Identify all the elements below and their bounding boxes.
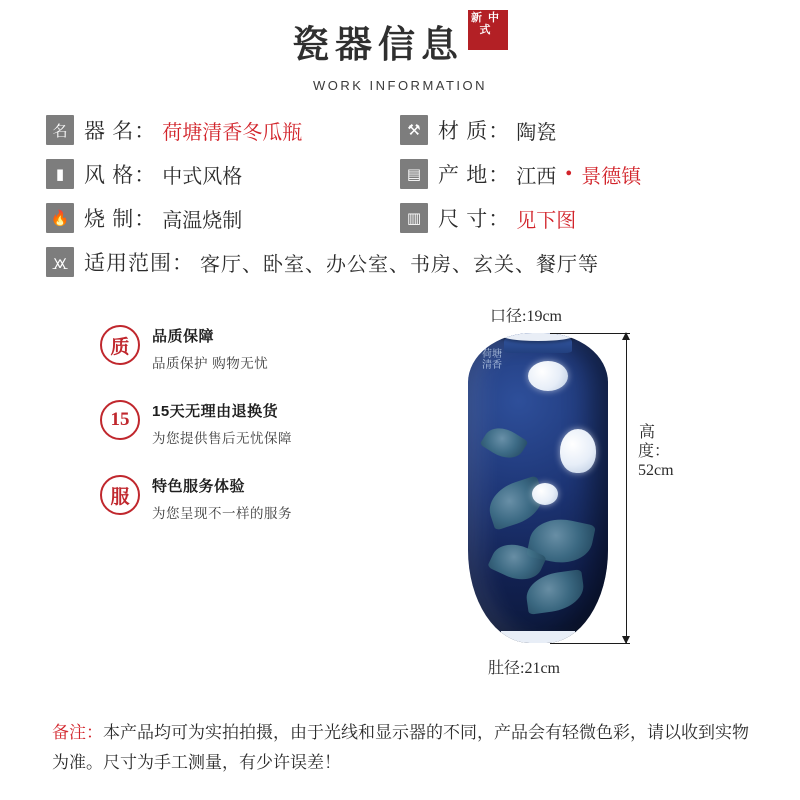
info-cell-firing	[46, 203, 400, 233]
service-desc: 为您提供售后无忧保障	[152, 431, 292, 446]
belly-diameter-label: 肚径:21cm	[488, 660, 560, 677]
info-cell-material	[400, 115, 754, 145]
service-list	[100, 325, 292, 550]
name-tag-icon: 名	[46, 115, 74, 145]
info-value-material: 陶瓷	[516, 121, 557, 144]
info-value-origin-province: 江西	[516, 165, 557, 188]
page-title-text: 瓷器信息	[292, 25, 464, 66]
page-subtitle: WORK INFORMATION	[312, 78, 488, 93]
list-item	[100, 400, 292, 447]
info-label-size: 尺 寸：	[438, 207, 511, 231]
list-item	[100, 325, 292, 372]
service-title: 特色服务体验	[152, 478, 246, 495]
info-label-style: 风 格：	[84, 163, 157, 187]
footnote-text: 本产品均可为实拍拍摄，由于光线和显示器的不同，产品会有轻微色彩，请以收到实物为准。尺寸为手工测量，有少许误差！	[52, 723, 749, 772]
info-value-name: 荷塘清香冬瓜瓶	[162, 121, 303, 144]
page-title	[292, 14, 508, 68]
info-cell-name	[46, 115, 400, 145]
return-days-stamp-icon: 15	[100, 400, 140, 440]
service-stamp-icon: 服	[100, 475, 140, 515]
measure-tick-top	[550, 333, 630, 334]
brand-seal-icon	[468, 10, 508, 50]
info-label-origin: 产 地：	[438, 163, 511, 187]
info-cell-origin	[400, 159, 754, 189]
mouth-diameter-label: 口径:19cm	[490, 308, 562, 325]
product-showcase	[0, 303, 800, 703]
ruler-icon: ▥	[400, 203, 428, 233]
material-tools-icon: ⚒	[400, 115, 428, 145]
info-cell-scope	[46, 247, 754, 277]
info-label-firing: 烧 制：	[84, 207, 157, 231]
quality-stamp-icon: 质	[100, 325, 140, 365]
service-title: 品质保障	[152, 328, 215, 345]
info-row	[46, 115, 754, 145]
info-cell-size	[400, 203, 754, 233]
list-item	[100, 475, 292, 522]
footnote-label: 备注：	[52, 723, 103, 742]
vase-image	[468, 333, 608, 643]
info-label-material: 材 质：	[438, 119, 511, 143]
seal-line-1: 新中	[471, 12, 505, 24]
page-header	[0, 0, 800, 93]
info-cell-style	[46, 159, 400, 189]
service-title: 15天无理由退换货	[152, 403, 279, 420]
info-value-origin-city: 景德镇	[581, 165, 642, 188]
info-value-scope: 客厅、卧室、办公室、书房、玄关、餐厅等	[200, 253, 599, 276]
footnote	[52, 718, 760, 778]
vase-diagram	[430, 303, 730, 693]
info-value-style: 中式风格	[162, 165, 243, 188]
info-label-name: 器 名：	[84, 119, 157, 143]
vase-shape-icon: ▮	[46, 159, 74, 189]
lotus-flower-icon	[560, 429, 596, 473]
origin-separator: •	[565, 162, 573, 185]
lotus-leaf-icon	[480, 421, 529, 466]
height-label: 高度：52cm	[638, 424, 674, 479]
info-value-size: 见下图	[516, 209, 577, 232]
info-label-scope: 适用范围：	[84, 251, 194, 275]
vase-foot	[501, 631, 575, 643]
lotus-flower-icon	[528, 361, 568, 391]
info-table	[46, 115, 754, 277]
measure-tick-bottom	[550, 643, 630, 644]
info-row-scope	[46, 247, 754, 277]
flame-icon: 🔥	[46, 203, 74, 233]
info-row	[46, 203, 754, 233]
bottle-icon: 🝪	[46, 247, 74, 277]
vase-signature: 荷塘 清香	[482, 349, 502, 371]
service-desc: 品质保护 购物无忧	[152, 356, 269, 371]
seal-line-2: 式	[479, 24, 497, 36]
lotus-flower-icon	[532, 483, 558, 505]
info-value-firing: 高温烧制	[162, 209, 243, 232]
info-row	[46, 159, 754, 189]
height-arrow-icon	[626, 333, 627, 643]
service-desc: 为您呈现不一样的服务	[152, 506, 292, 521]
factory-icon: ▤	[400, 159, 428, 189]
